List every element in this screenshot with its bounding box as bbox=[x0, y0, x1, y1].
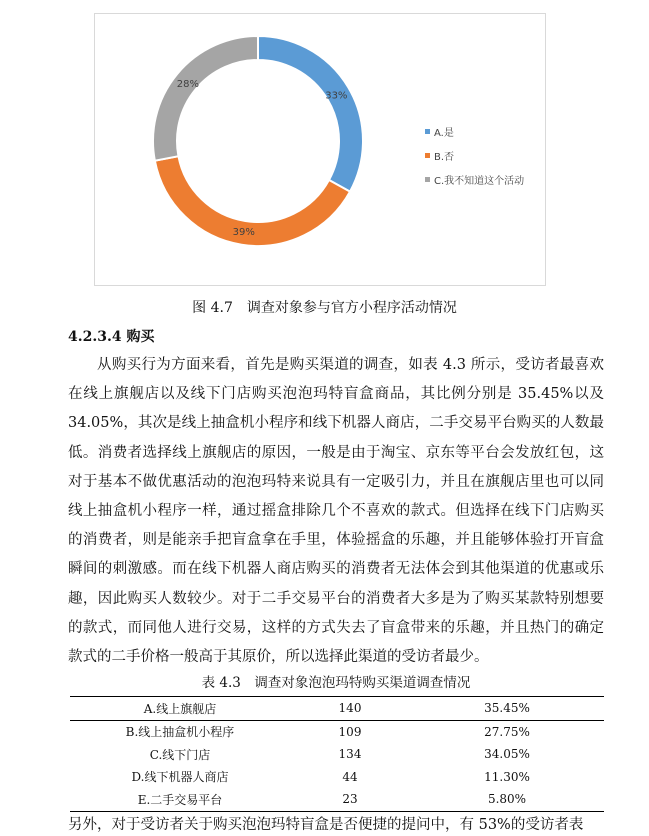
donut-chart bbox=[94, 13, 546, 286]
legend-item bbox=[425, 167, 524, 191]
table-cell: 109 bbox=[338, 724, 362, 739]
table-cell: A.线上旗舰店 bbox=[70, 697, 290, 721]
purchase-channel-table bbox=[70, 696, 604, 812]
data-label: 33% bbox=[325, 90, 348, 102]
table-cell: C.线下门店 bbox=[149, 747, 211, 762]
table-cell: D.线下机器人商店 bbox=[131, 770, 229, 785]
table-cell: 34.05% bbox=[484, 747, 530, 762]
table-cell: B.线上抽盒机小程序 bbox=[125, 725, 235, 740]
table-cell: E.二手交易平台 bbox=[137, 792, 223, 807]
table-cell: 35.45% bbox=[410, 697, 604, 721]
table-cell: 27.75% bbox=[484, 724, 530, 739]
table-row bbox=[70, 788, 604, 811]
table-row bbox=[70, 766, 604, 789]
legend-label: C.我不知道这个活动 bbox=[434, 175, 525, 187]
table-row bbox=[70, 720, 604, 743]
donut-slice bbox=[153, 36, 258, 161]
legend-label: B.否 bbox=[434, 151, 455, 163]
table-cell: 11.30% bbox=[484, 769, 530, 784]
text-flow bbox=[68, 327, 604, 836]
legend-item bbox=[425, 119, 524, 143]
figure-caption: 图 4.7 调查对象参与官方小程序活动情况 bbox=[192, 300, 457, 316]
data-label: 39% bbox=[232, 226, 255, 238]
table-cell: 44 bbox=[342, 769, 358, 784]
table-row bbox=[70, 743, 604, 766]
body-paragraph: 从购买行为方面来看，首先是购买渠道的调查，如表 4.3 所示，受访者最喜欢在线上旗舰店以及线下门店购买泡泡玛特盲盒商品，其比例分别是 35.45%以及 34.05%，其次是线上抽盒机小程序和线下机器人商店，二手交易平台购买的人数最低。消费者选择线上旗舰店的原因，一般是由于淘宝、京东等平台会发放红包，这对于基本不做优惠活动的泡泡玛特来说具有一定吸引力，并且在旗舰店里也可以同线上抽盒机小程序一样，通过摇盒排除几个不喜欢的款式。但选择在线下门店购买的消费者，则是能亲手把盲盒拿在手里，体验摇盒的乐趣，并且能够体验打开盲盒瞬间的刺激感。而在线下机器人商店购买的消费者无法体会到其他渠道的优惠或乐趣，因此购买人数较少。对于二手交易平台的消费者大多是为了购买某款特别想要的款式，而同他人进行交易，这样的方式失去了盲盒带来的乐趣，并且热门的确定款式的二手价格一般高于其原价，所以选择此渠道的受访者最少。 bbox=[68, 357, 604, 666]
table-cell: 140 bbox=[290, 697, 410, 721]
table-cell: 5.80% bbox=[487, 792, 527, 807]
legend bbox=[425, 119, 524, 191]
table-cell: 23 bbox=[342, 792, 358, 807]
legend-label: A.是 bbox=[434, 127, 454, 139]
table-caption: 表 4.3 调查对象泡泡玛特购买渠道调查情况 bbox=[201, 675, 471, 692]
data-label: 28% bbox=[176, 78, 200, 90]
table-row bbox=[70, 697, 604, 721]
legend-item bbox=[425, 143, 524, 167]
table-cell: 134 bbox=[338, 747, 362, 762]
section-heading: 4.2.3.4 购买 bbox=[68, 329, 155, 345]
body-text-continued: 另外，对于受访者关于购买泡泡玛特盲盒是否便捷的提问中，有 53%的受访者表 bbox=[68, 816, 584, 833]
donut-slice bbox=[258, 36, 363, 192]
